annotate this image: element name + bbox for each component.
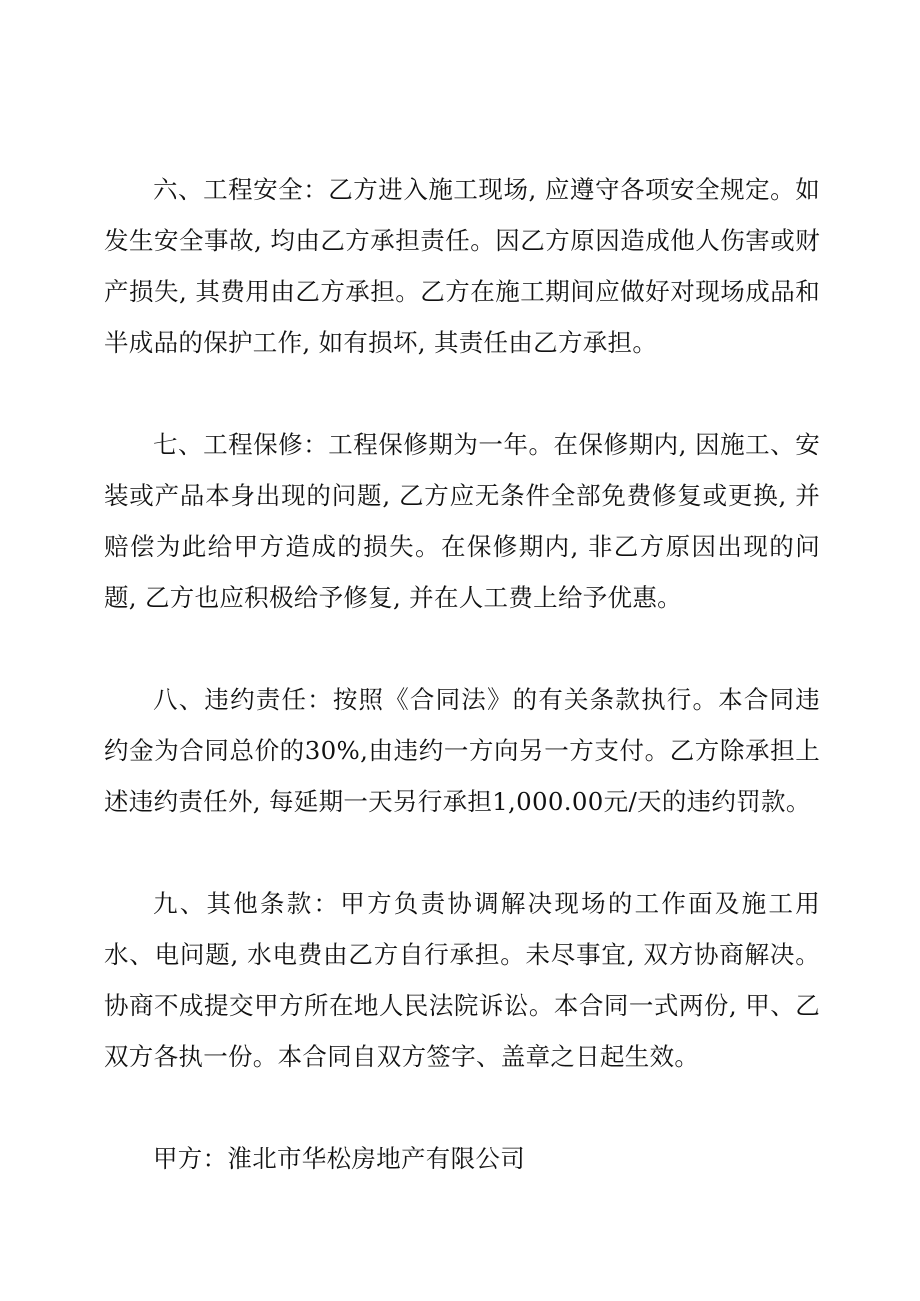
clause-6-safety: 六、工程安全：乙方进入施工现场, 应遵守各项安全规定。如发生安全事故, 均由乙方承担责任。因乙方原因造成他人伤害或财产损失, 其费用由乙方承担。乙方在施工期间应做好对现场成品和半成品的保护工作, 如有损坏, 其责任由乙方承担。	[104, 175, 820, 357]
clause-8-breach: 八、违约责任：按照《合同法》的有关条款执行。本合同违约金为合同总价的30%,由违约一方向另一方支付。乙方除承担上述违约责任外, 每延期一天另行承担1,000.00元/天的违约罚款。	[104, 685, 820, 816]
clause-9-other-terms: 九、其他条款：甲方负责协调解决现场的工作面及施工用水、电问题, 水电费由乙方自行承担。未尽事宜, 双方协商解决。协商不成提交甲方所在地人民法院诉讼。本合同一式两份, 甲、乙双方各执一份。本合同自双方签字、盖章之日起生效。	[104, 889, 820, 1071]
party-a-signature: 甲方：淮北市华松房地产有限公司	[153, 1144, 525, 1173]
document-page	[104, 164, 820, 1184]
clause-7-warranty: 七、工程保修：工程保修期为一年。在保修期内, 因施工、安装或产品本身出现的问题, 乙方应无条件全部免费修复或更换, 并赔偿为此给甲方造成的损失。在保修期内, 非乙方原因出现的问题, 乙方也应积极给予修复, 并在人工费上给予优惠。	[104, 430, 820, 612]
